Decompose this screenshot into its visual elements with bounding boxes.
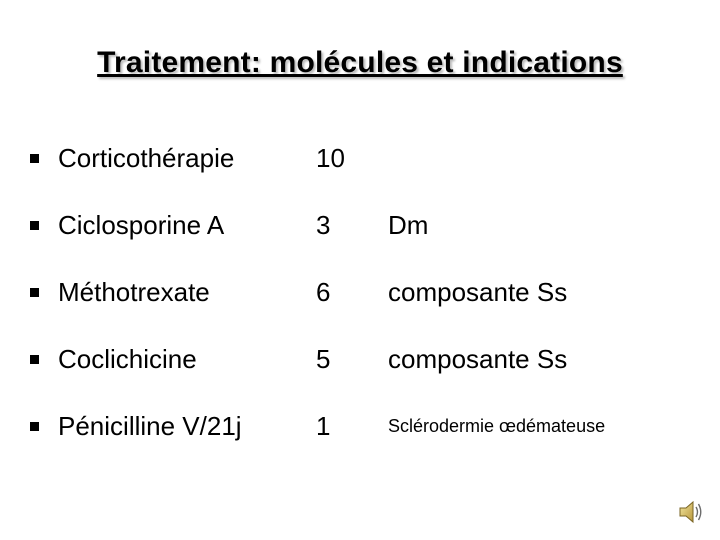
list-item [30,274,690,341]
molecule-name: Corticothérapie [58,143,235,173]
molecule-count: 10 [316,143,345,173]
molecule-name: Ciclosporine A [58,210,225,240]
molecule-indication: composante Ss [388,344,568,374]
molecule-count: 1 [316,411,331,441]
molecule-name: Coclichicine [58,344,197,374]
speaker-icon[interactable] [676,497,706,527]
list-item [30,140,690,207]
molecule-count: 5 [316,344,331,374]
molecule-indication: composante Ss [388,277,568,307]
square-bullet-icon [30,355,39,364]
molecule-count: 3 [316,210,331,240]
molecule-name: Méthotrexate [58,277,210,307]
molecule-indication: Sclérodermie œdémateuse [388,416,606,436]
molecule-count: 6 [316,277,331,307]
square-bullet-icon [30,154,39,163]
list-item [30,341,690,408]
square-bullet-icon [30,422,39,431]
list-item [30,207,690,274]
molecule-indication: Dm [388,210,429,240]
square-bullet-icon [30,288,39,297]
slide-title: Traitement: molécules et indications [97,46,623,79]
list-item [30,408,690,475]
treatment-list [30,140,690,475]
molecule-name: Pénicilline V/21j [58,411,242,441]
square-bullet-icon [30,221,39,230]
